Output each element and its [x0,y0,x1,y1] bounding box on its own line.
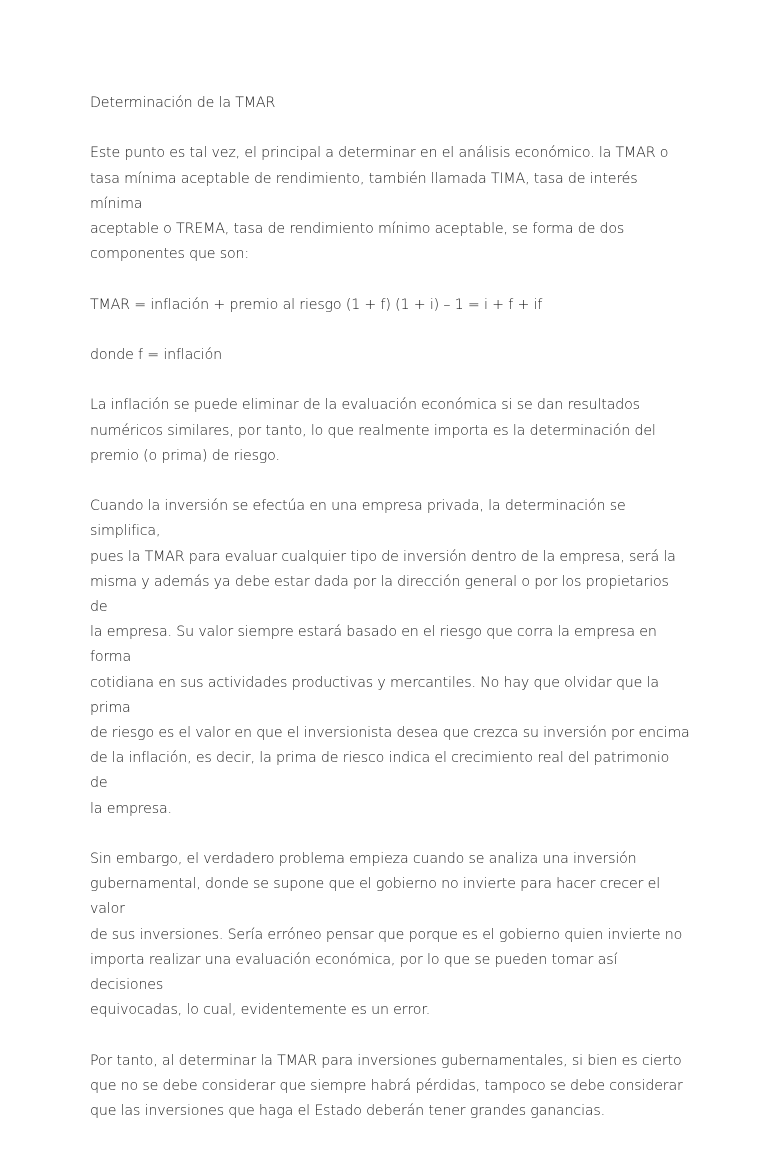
paragraph-definition: donde f = inflación [90,346,222,363]
paragraph-formula: TMAR = inflación + premio al riesgo (1 + f) (1 + i) – 1 = i + f + if [90,296,543,313]
paragraph-inflation: La inflación se puede eliminar de la evaluación económica si se dan resultados numéricos similares, por tanto, lo que realmente importa es la determinación del premio (o prima) de riesgo. [90,397,656,464]
paragraph-private-investment: Cuando la inversión se efectúa en una empresa privada, la determinación se simplifica, pues la TMAR para evaluar cualquier tipo de inversión dentro de la empresa, será la misma y además ya debe estar dada por la dirección general o por los propietarios de la empresa. Su valor siempre estará basado en el riesgo que corra la empresa en forma cotidiana en sus actividades productivas y mercantiles. No hay que olvidar que la prima de riesgo es el valor en que el inversionista desea que crezca su inversión por encima de la inflación, es decir, la prima de riesco indica el crecimiento real del patrimonio de la empresa. [90,498,690,817]
paragraph-conclusion: Por tanto, al determinar la TMAR para inversiones gubernamentales, si bien es cierto que no se debe considerar que siempre habrá pérdidas, tampoco se debe considerar que las inversiones que haga el Estado deberán tener grandes ganancias. [90,1052,683,1120]
paragraph-intro: Este punto es tal vez, el principal a determinar en el análisis económico. la TMAR o tasa mínima aceptable de rendimiento, también llamada TIMA, tasa de interés mínima aceptable o TREMA, tasa de rendimiento mínimo aceptable, se forma de dos componentes que son: [90,145,669,263]
document-title: Determinación de la TMAR [90,95,276,111]
paragraph-government-investment: Sin embargo, el verdadero problema empieza cuando se analiza una inversión gubernamental, donde se supone que el gobierno no invierte para hacer crecer el valor de sus inversiones. Sería erróneo pensar que porque es el gobierno quien invierte no importa realizar una evaluación económica, por lo que se pueden tomar así decisiones equivocadas, lo cual, evidentemente es un error. [90,851,683,1019]
document-body [90,91,690,1149]
